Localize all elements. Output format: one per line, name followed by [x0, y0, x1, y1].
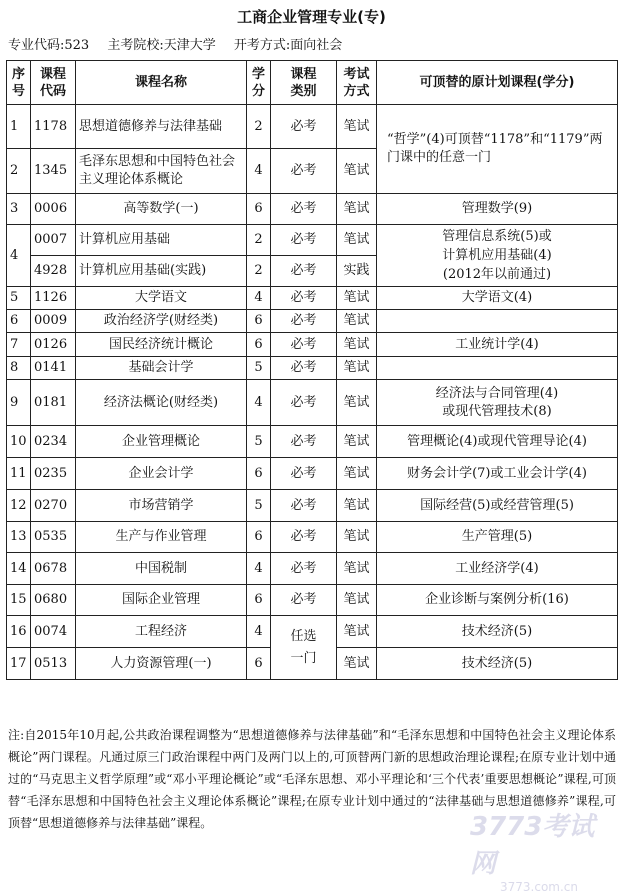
cell-type: 必考: [271, 380, 337, 426]
cell-replace: [377, 310, 618, 333]
cell-name: 国民经济统计概论: [76, 333, 247, 357]
cell-name: 中国税制: [76, 553, 247, 585]
cell-code: 0141: [31, 357, 76, 380]
cell-exam: 笔试: [337, 287, 377, 310]
cell-code: 0006: [31, 194, 76, 225]
cell-name: 毛泽东思想和中国特色社会主义理论体系概论: [76, 149, 247, 194]
cell-credit: 2: [247, 256, 271, 287]
cell-seq: 4: [7, 225, 31, 287]
cell-type: 必考: [271, 256, 337, 287]
cell-code: 0535: [31, 522, 76, 553]
table-header-row: [7, 61, 618, 105]
cell-credit: 5: [247, 357, 271, 380]
cell-credit: 6: [247, 194, 271, 225]
major-code: 专业代码:523: [8, 38, 90, 53]
table-row: [7, 553, 618, 585]
cell-type: 任选 一门: [271, 616, 337, 680]
cell-code: 1178: [31, 105, 76, 149]
cell-name: 大学语文: [76, 287, 247, 310]
cell-code: 0007: [31, 225, 76, 256]
cell-type: 必考: [271, 105, 337, 149]
table-row: [7, 105, 618, 149]
cell-exam: 笔试: [337, 426, 377, 458]
cell-seq: 8: [7, 357, 31, 380]
cell-name: 生产与作业管理: [76, 522, 247, 553]
header-code: 课程代码: [31, 61, 76, 105]
table-row: [7, 287, 618, 310]
table-row: [7, 225, 618, 256]
cell-code: 0126: [31, 333, 76, 357]
cell-exam: 笔试: [337, 194, 377, 225]
cell-seq: 12: [7, 490, 31, 522]
cell-replace: 财务会计学(7)或工业会计学(4): [377, 458, 618, 490]
cell-type: 必考: [271, 490, 337, 522]
cell-credit: 6: [247, 333, 271, 357]
header-replace: 可顶替的原计划课程(学分): [377, 61, 618, 105]
cell-name: 人力资源管理(一): [76, 648, 247, 680]
cell-name: 工程经济: [76, 616, 247, 648]
cell-type: 必考: [271, 585, 337, 616]
cell-name: 市场营销学: [76, 490, 247, 522]
cell-replace: 生产管理(5): [377, 522, 618, 553]
table-row: [7, 522, 618, 553]
cell-type: 必考: [271, 426, 337, 458]
cell-replace: 企业诊断与案例分析(16): [377, 585, 618, 616]
cell-name: 企业会计学: [76, 458, 247, 490]
cell-type: 必考: [271, 458, 337, 490]
cell-code: 0181: [31, 380, 76, 426]
cell-credit: 6: [247, 585, 271, 616]
cell-exam: 笔试: [337, 149, 377, 194]
cell-replace: 技术经济(5): [377, 648, 618, 680]
cell-code: 0678: [31, 553, 76, 585]
cell-exam: 笔试: [337, 357, 377, 380]
cell-name: 计算机应用基础: [76, 225, 247, 256]
cell-exam: 实践: [337, 256, 377, 287]
header-credit: 学分: [247, 61, 271, 105]
cell-name: 高等数学(一): [76, 194, 247, 225]
cell-name: 政治经济学(财经类): [76, 310, 247, 333]
cell-replace: 国际经营(5)或经营管理(5): [377, 490, 618, 522]
table-row: [7, 357, 618, 380]
cell-type: 必考: [271, 333, 337, 357]
cell-exam: 笔试: [337, 553, 377, 585]
watermark-logo-text: 3773考试网: [470, 812, 595, 879]
cell-name: 基础会计学: [76, 357, 247, 380]
table-row: [7, 616, 618, 648]
cell-code: 1345: [31, 149, 76, 194]
cell-name: 企业管理概论: [76, 426, 247, 458]
cell-credit: 4: [247, 287, 271, 310]
cell-replace: 大学语文(4): [377, 287, 618, 310]
cell-replace: 经济法与合同管理(4) 或现代管理技术(8): [377, 380, 618, 426]
table-row: [7, 333, 618, 357]
cell-seq: 10: [7, 426, 31, 458]
cell-replace: 管理数学(9): [377, 194, 618, 225]
table-row: [7, 380, 618, 426]
cell-code: 0009: [31, 310, 76, 333]
cell-credit: 4: [247, 380, 271, 426]
cell-type: 必考: [271, 310, 337, 333]
table-row: [7, 194, 618, 225]
cell-type: 必考: [271, 287, 337, 310]
cell-exam: 笔试: [337, 225, 377, 256]
cell-seq: 2: [7, 149, 31, 194]
cell-name: 计算机应用基础(实践): [76, 256, 247, 287]
cell-exam: 笔试: [337, 585, 377, 616]
cell-credit: 6: [247, 458, 271, 490]
cell-seq: 17: [7, 648, 31, 680]
host-school: 主考院校:天津大学: [107, 38, 216, 53]
header-name: 课程名称: [76, 61, 247, 105]
cell-replace: 工业统计学(4): [377, 333, 618, 357]
cell-code: 0074: [31, 616, 76, 648]
cell-code: 0680: [31, 585, 76, 616]
cell-seq: 16: [7, 616, 31, 648]
cell-seq: 14: [7, 553, 31, 585]
cell-type: 必考: [271, 553, 337, 585]
cell-credit: 6: [247, 310, 271, 333]
cell-type: 必考: [271, 522, 337, 553]
cell-seq: 6: [7, 310, 31, 333]
cell-replace: 技术经济(5): [377, 616, 618, 648]
cell-code: 0235: [31, 458, 76, 490]
program-meta: [8, 34, 356, 53]
cell-seq: 15: [7, 585, 31, 616]
cell-name: 思想道德修养与法律基础: [76, 105, 247, 149]
cell-code: 4928: [31, 256, 76, 287]
cell-exam: 笔试: [337, 333, 377, 357]
footnote: 注:自2015年10月起,公共政治课程调整为“思想道德修养与法律基础”和“毛泽东思想和中国特色社会主义理论体系概论”两门课程。凡通过原三门政治课程中两门及两门以上的,可顶替两门新的思想政治理论课程;在原专业计划中通过的“马克思主义哲学原理”或“邓小平理论概论”或“毛泽东思想、邓小平理论和‘三个代表’重要思想概论”课程,可顶替“毛泽东思想和中国特色社会主义理论体系概论”课程;在原专业计划中通过的“法律基础与思想道德修养”课程,可顶替“思想道德修养与法律基础”课程。: [8, 728, 616, 830]
cell-credit: 5: [247, 490, 271, 522]
cell-seq: 3: [7, 194, 31, 225]
table-row: [7, 458, 618, 490]
cell-exam: 笔试: [337, 616, 377, 648]
cell-replace: “哲学”(4)可顶替“1178”和“1179”两门课中的任意一门: [377, 105, 618, 194]
cell-credit: 4: [247, 149, 271, 194]
cell-seq: 11: [7, 458, 31, 490]
header-exam: 考试方式: [337, 61, 377, 105]
cell-exam: 笔试: [337, 490, 377, 522]
cell-seq: 7: [7, 333, 31, 357]
course-table: [6, 60, 618, 680]
cell-replace: 管理概论(4)或现代管理导论(4): [377, 426, 618, 458]
exam-mode: 开考方式:面向社会: [233, 38, 343, 53]
cell-seq: 5: [7, 287, 31, 310]
cell-replace: 管理信息系统(5)或 计算机应用基础(4) (2012年以前通过): [377, 225, 618, 287]
page-title: 工商企业管理专业(专): [237, 8, 386, 26]
cell-credit: 5: [247, 426, 271, 458]
cell-name: 经济法概论(财经类): [76, 380, 247, 426]
cell-name: 国际企业管理: [76, 585, 247, 616]
table-row: [7, 490, 618, 522]
cell-type: 必考: [271, 225, 337, 256]
cell-exam: 笔试: [337, 105, 377, 149]
header-seq: 序号: [7, 61, 31, 105]
watermark-url: 3773.com.cn: [500, 880, 578, 894]
cell-seq: 13: [7, 522, 31, 553]
cell-credit: 6: [247, 648, 271, 680]
cell-code: 1126: [31, 287, 76, 310]
cell-seq: 9: [7, 380, 31, 426]
table-row: [7, 585, 618, 616]
cell-replace: 工业经济学(4): [377, 553, 618, 585]
cell-type: 必考: [271, 194, 337, 225]
cell-type: 必考: [271, 357, 337, 380]
cell-seq: 1: [7, 105, 31, 149]
cell-replace: [377, 357, 618, 380]
cell-credit: 4: [247, 553, 271, 585]
table-row: [7, 310, 618, 333]
cell-code: 0513: [31, 648, 76, 680]
cell-credit: 6: [247, 522, 271, 553]
cell-type: 必考: [271, 149, 337, 194]
cell-exam: 笔试: [337, 458, 377, 490]
cell-code: 0270: [31, 490, 76, 522]
table-row: [7, 426, 618, 458]
cell-exam: 笔试: [337, 522, 377, 553]
cell-credit: 2: [247, 225, 271, 256]
cell-credit: 2: [247, 105, 271, 149]
cell-code: 0234: [31, 426, 76, 458]
cell-credit: 4: [247, 616, 271, 648]
cell-exam: 笔试: [337, 310, 377, 333]
cell-exam: 笔试: [337, 648, 377, 680]
header-type: 课程类别: [271, 61, 337, 105]
cell-exam: 笔试: [337, 380, 377, 426]
